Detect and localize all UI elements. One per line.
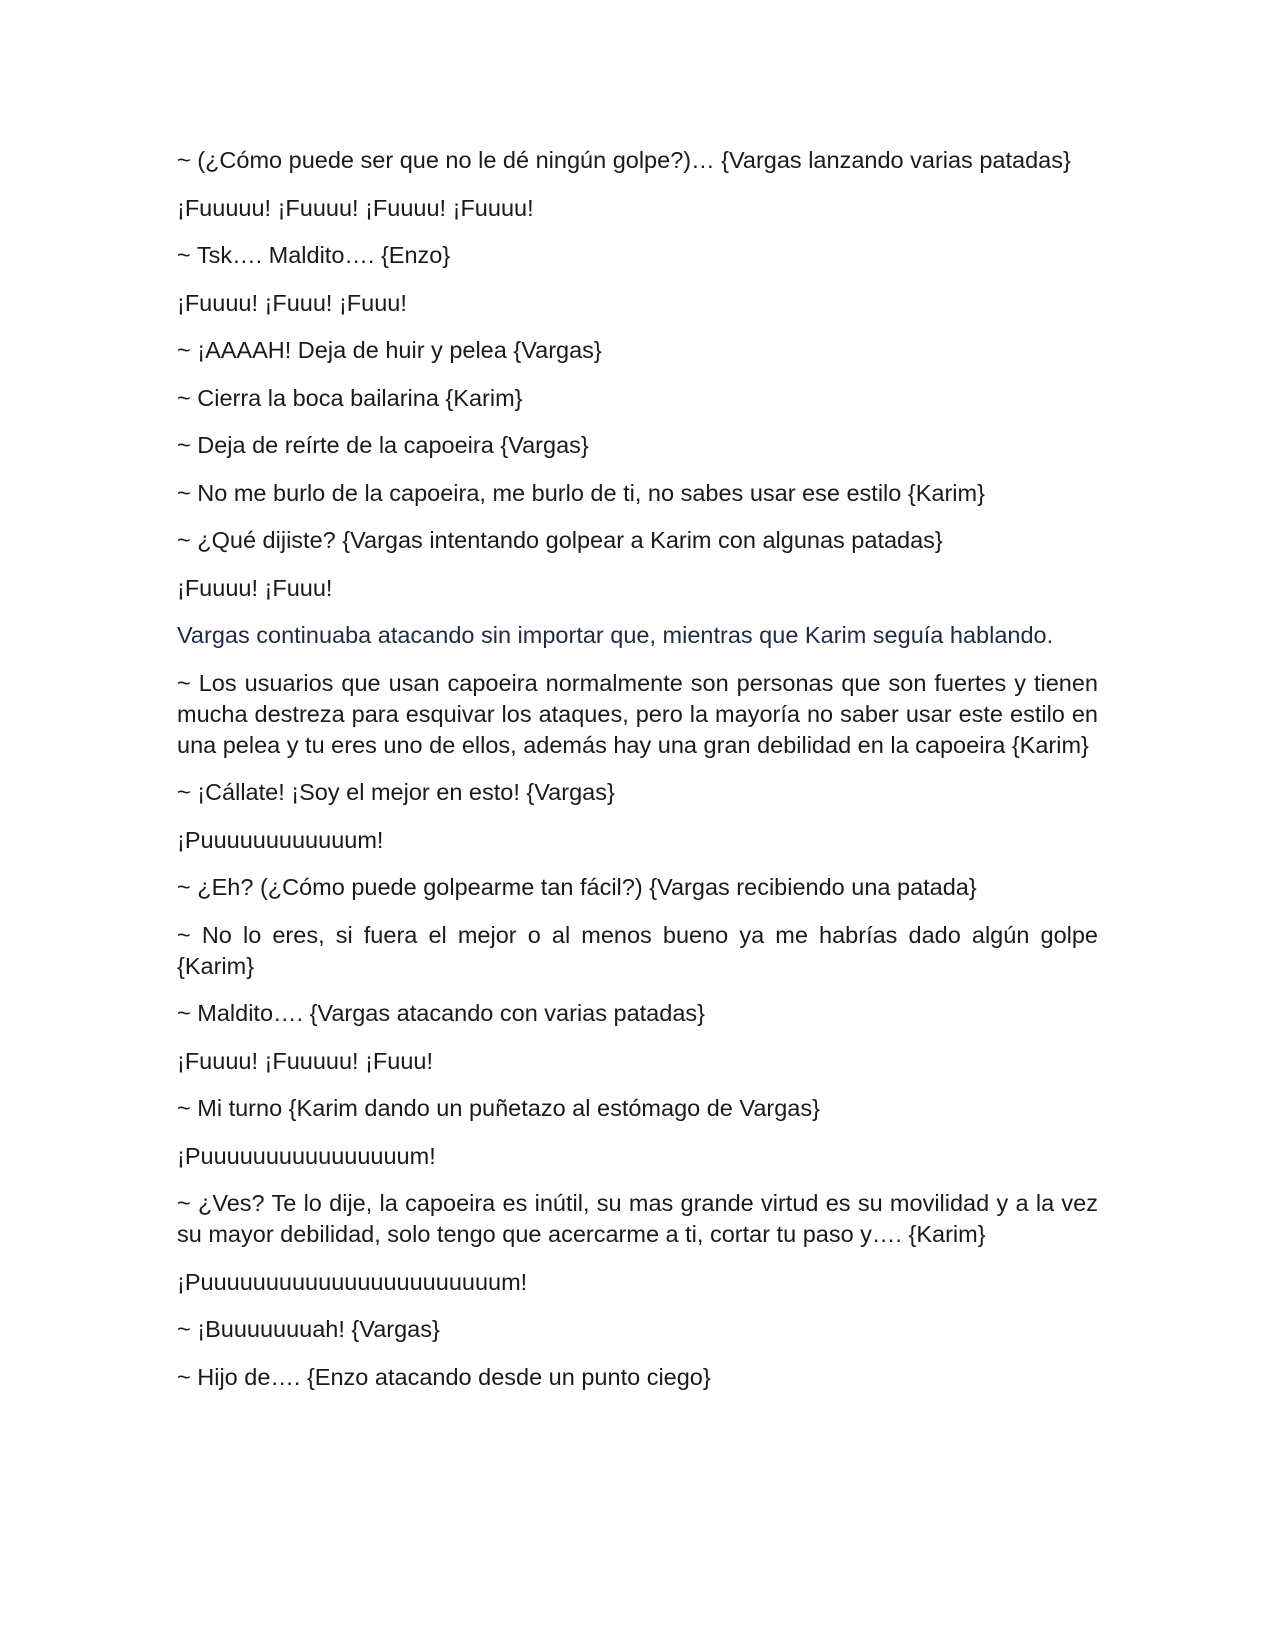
paragraph: ~ Deja de reírte de la capoeira {Vargas} (177, 432, 589, 458)
paragraph: ~ (¿Cómo puede ser que no le dé ningún golpe?)… {Vargas lanzando varias patadas} (177, 147, 1071, 173)
paragraph: ¡Fuuuuu! ¡Fuuuu! ¡Fuuuu! ¡Fuuuu! (177, 194, 534, 221)
paragraph: ~ ¡AAAAH! Deja de huir y pelea {Vargas} (177, 337, 602, 363)
paragraph: ~ ¡Buuuuuuuah! {Vargas} (177, 1316, 440, 1342)
paragraph: ~ No me burlo de la capoeira, me burlo de ti, no sabes usar ese estilo {Karim} (177, 479, 985, 506)
paragraph: ~ Los usuarios que usan capoeira normalmente son personas que son fuertes y tienen mucha destreza para esquivar los ataques, pero la mayoría no saber usar este estilo en una pelea y tu eres uno de ellos, además hay una gran debilidad en la capoeira {Karim} (177, 669, 1098, 758)
document-body (177, 145, 1098, 1409)
paragraph: ~ Tsk…. Maldito…. {Enzo} (177, 242, 451, 268)
paragraph: ¡Fuuuu! ¡Fuuu! ¡Fuuu! (177, 289, 407, 316)
paragraph: ~ No lo eres, si fuera el mejor o al menos bueno ya me habrías dado algún golpe {Karim} (177, 921, 1098, 979)
paragraph: ~ Cierra la boca bailarina {Karim} (177, 384, 523, 411)
paragraph: ¡Puuuuuuuuuuuum! (177, 826, 384, 853)
paragraph: ~ ¿Qué dijiste? {Vargas intentando golpear a Karim con algunas patadas} (177, 527, 943, 553)
paragraph: ~ ¡Cállate! ¡Soy el mejor en esto! {Vargas} (177, 779, 615, 805)
paragraph: ¡Fuuuu! ¡Fuuuuu! ¡Fuuu! (177, 1047, 434, 1074)
paragraph: ¡Fuuuu! ¡Fuuu! (177, 574, 333, 601)
paragraph: ~ Maldito…. {Vargas atacando con varias patadas} (177, 1000, 705, 1026)
paragraph: ~ Mi turno {Karim dando un puñetazo al estómago de Vargas} (177, 1095, 820, 1121)
paragraph: ~ ¿Ves? Te lo dije, la capoeira es inútil, su mas grande virtud es su movilidad y a la vez su mayor debilidad, solo tengo que acercarme a ti, cortar tu paso y…. {Karim} (177, 1190, 1098, 1247)
narration-paragraph: Vargas continuaba atacando sin importar que, mientras que Karim seguía hablando. (177, 622, 1054, 648)
paragraph: ~ Hijo de…. {Enzo atacando desde un punto ciego} (177, 1363, 711, 1390)
paragraph: ~ ¿Eh? (¿Cómo puede golpearme tan fácil?) {Vargas recibiendo una patada} (177, 874, 977, 900)
paragraph: ¡Puuuuuuuuuuuuuuuum! (177, 1142, 436, 1169)
paragraph: ¡Puuuuuuuuuuuuuuuuuuuuuuum! (177, 1268, 528, 1295)
